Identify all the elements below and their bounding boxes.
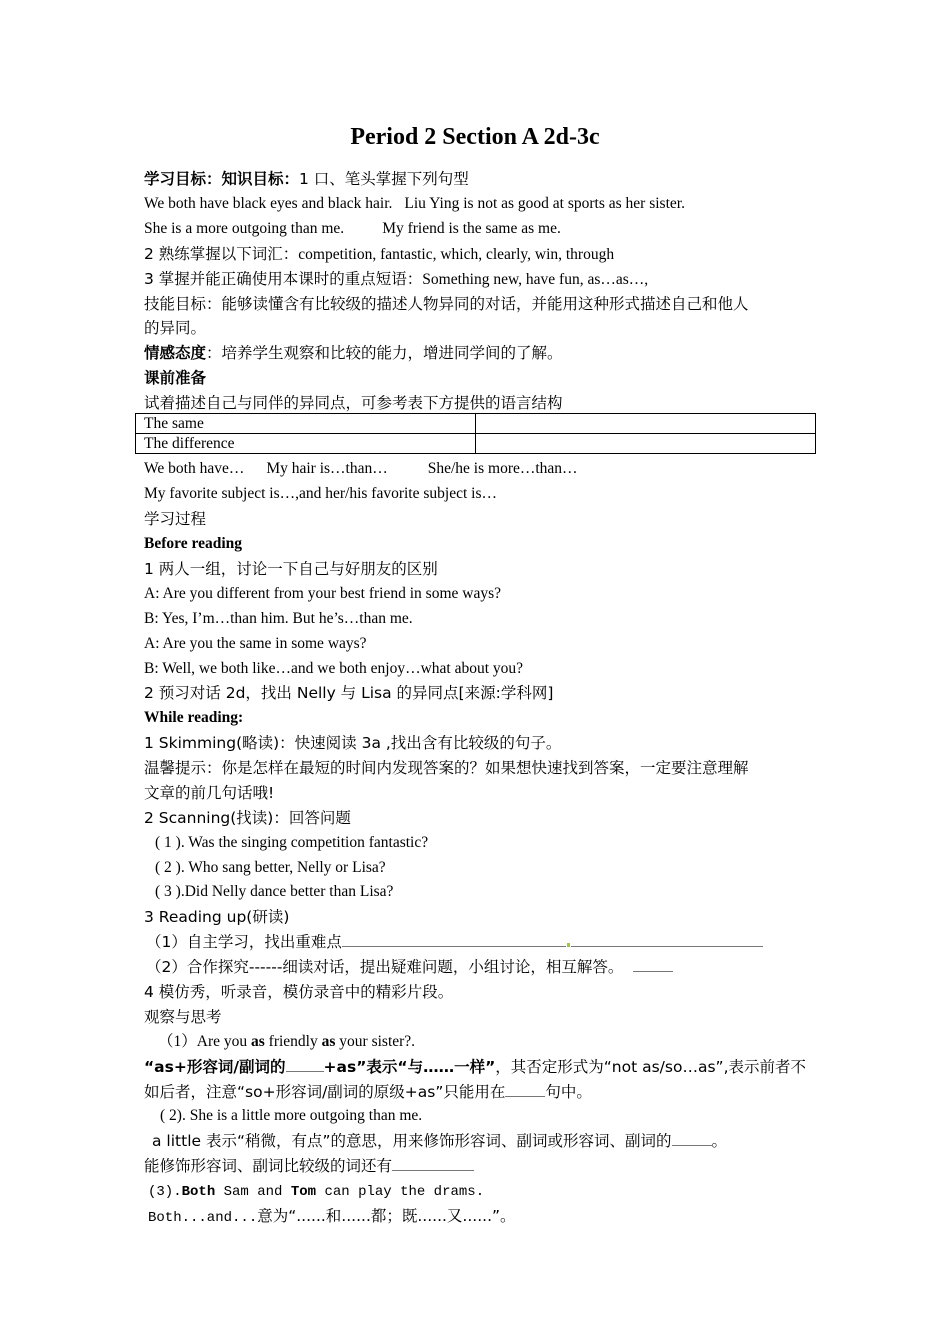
phrase-line	[144, 269, 648, 290]
skimming-task: 1 Skimming(略读)：快速阅读 3a ,找出含有比较级的句子。	[144, 734, 562, 752]
example-2: ( 2). She is a little more outgoing than me.	[160, 1107, 423, 1124]
structure-line-1	[144, 459, 578, 479]
dialog-line: A: Are you different from your best friend in some ways?	[144, 585, 501, 602]
rule-1-line2-a: 如后者，注意“so+形容词/副词的原级+as”只能用在	[144, 1083, 506, 1101]
rule-3-line	[144, 1156, 474, 1177]
scanning-task: 2 Scanning(找读)：回答问题	[144, 809, 351, 827]
vocab-label: 2 熟练掌握以下词汇：	[144, 245, 299, 263]
question-item: ( 1 ). Was the singing competition fantastic?	[155, 834, 429, 851]
objectives-item1: 1 口、笔头掌握下列句型	[299, 170, 469, 188]
observe-heading: 观察与思考	[144, 1008, 222, 1026]
dialog-line: B: Yes, I’m…than him. But he’s…than me.	[144, 610, 413, 627]
tip-line-2: 文章的前几句话哦!	[144, 784, 275, 802]
answer-blank[interactable]	[633, 959, 673, 972]
vocab-list: competition, fantastic, which, clearly, win, through	[298, 246, 615, 263]
example-1	[158, 1032, 415, 1052]
dot-mark	[567, 943, 570, 947]
attitude-text: ：培养学生观察和比较的能力，增进同学间的了解。	[206, 344, 563, 362]
sentence-c: She is a more outgoing than me.	[144, 220, 345, 237]
table-cell-label: The same	[136, 414, 476, 434]
answer-blank[interactable]	[571, 934, 763, 947]
reading-up-1-line	[146, 932, 763, 953]
reading-up-2: （2）合作探究------细读对话，提出疑难问题，小组讨论，相互解答。	[146, 958, 624, 976]
table-row	[136, 434, 816, 454]
comparison-table	[135, 413, 816, 454]
rule-4-b: 意为“......和......都；既......又......”。	[257, 1207, 516, 1225]
sentence-line-2	[144, 219, 561, 239]
question-item: ( 3 ).Did Nelly dance better than Lisa?	[155, 883, 394, 900]
skill-goal-line-2: 的异同。	[144, 319, 207, 337]
rule-1-c: ，其否定形式为“not as/so…as”,表示前者不	[495, 1058, 806, 1076]
objectives-label: 学习目标：知识目标：	[144, 170, 300, 188]
while-reading-heading: While reading:	[144, 709, 244, 726]
rule-4-line	[148, 1206, 516, 1228]
reading-up-2-line	[146, 957, 673, 978]
example-1-pre: （1）Are you	[158, 1033, 251, 1050]
sentence-d: My friend is the same as me.	[382, 220, 561, 237]
table-cell-answer[interactable]	[476, 414, 816, 434]
table-cell-answer[interactable]	[476, 434, 816, 454]
answer-blank[interactable]	[672, 1133, 712, 1146]
imitation-task: 4 模仿秀，听录音，模仿录音中的精彩片段。	[144, 983, 454, 1001]
answer-blank[interactable]	[342, 934, 566, 947]
before-task-1: 1 两人一组，讨论一下自己与好朋友的区别	[144, 560, 438, 578]
attitude-label: 情感态度	[144, 344, 207, 362]
structure-b: My hair is…than…	[266, 460, 388, 477]
example-3-num: (3).	[148, 1184, 182, 1200]
vocab-line	[144, 244, 614, 265]
skill-goal-line-1: 技能目标：能够读懂含有比较级的描述人物异同的对话，并能用这种形式描述自己和他人	[144, 295, 749, 313]
example-3-rest: can play the drams.	[316, 1184, 485, 1200]
example-1-as: as	[251, 1033, 265, 1050]
process-heading: 学习过程	[144, 510, 207, 528]
sentence-line-1	[144, 194, 685, 214]
example-3	[148, 1182, 484, 1202]
answer-blank[interactable]	[392, 1158, 474, 1171]
page-title: Period 2 Section A 2d-3c	[350, 124, 600, 150]
rule-1-a: “as+形容词/副词的	[144, 1058, 286, 1076]
rule-2-a: a little 表示“稍微，有点”的意思，用来修饰形容词、副词或形容词、副词的	[152, 1132, 672, 1150]
reading-up-1: （1）自主学习，找出重难点	[146, 933, 342, 951]
tip-line-1: 温馨提示：你是怎样在最短的时间内发现答案的？如果想快速找到答案，一定要注意理解	[144, 759, 749, 777]
before-reading-heading: Before reading	[144, 535, 243, 552]
question-item: ( 2 ). Who sang better, Nelly or Lisa?	[155, 859, 386, 876]
dialog-line: A: Are you the same in some ways?	[144, 635, 367, 652]
sentence-a: We both have black eyes and black hair.	[144, 195, 393, 212]
rule-1-line-2	[144, 1082, 592, 1103]
rule-1-line-1	[144, 1057, 806, 1078]
structure-a: We both have…	[144, 460, 245, 477]
table-row	[136, 414, 816, 434]
rule-1-b: +as”表示“与……一样”	[323, 1058, 496, 1076]
structure-d: My favorite subject is…,and her/his favorite subject is…	[144, 485, 497, 502]
rule-2-line	[152, 1131, 727, 1152]
objectives-line	[144, 169, 469, 190]
rule-2-b: 。	[711, 1132, 728, 1150]
example-1-post: your sister?.	[335, 1033, 416, 1050]
table-cell-label: The difference	[136, 434, 476, 454]
example-3-sam: Sam and	[215, 1184, 291, 1200]
rule-4-a: Both...and...	[148, 1210, 258, 1226]
answer-blank[interactable]	[505, 1084, 545, 1097]
phrase-list: Something new, have fun, as…as…,	[422, 271, 649, 288]
phrase-label: 3 掌握并能正确使用本课时的重点短语：	[144, 270, 423, 288]
answer-blank[interactable]	[286, 1059, 324, 1072]
prep-heading: 课前准备	[144, 369, 207, 387]
example-1-as: as	[321, 1033, 336, 1050]
sentence-b: Liu Ying is not as good at sports as her sister.	[404, 195, 685, 212]
example-3-tom: Tom	[290, 1184, 317, 1200]
example-3-both: Both	[181, 1184, 216, 1200]
rule-3: 能修饰形容词、副词比较级的词还有	[144, 1157, 393, 1175]
reading-up-task: 3 Reading up(研读)	[144, 908, 290, 926]
dialog-line: B: Well, we both like…and we both enjoy…what about you?	[144, 660, 524, 677]
before-task-2: 2 预习对话 2d，找出 Nelly 与 Lisa 的异同点[来源:学科网]	[144, 684, 554, 702]
prep-instruction: 试着描述自己与同伴的异同点，可参考表下方提供的语言结构	[144, 394, 563, 412]
rule-1-line2-b: 句中。	[545, 1083, 592, 1101]
attitude-line	[144, 343, 563, 364]
example-1-mid: friendly	[264, 1033, 322, 1050]
structure-c: She/he is more…than…	[427, 460, 578, 477]
